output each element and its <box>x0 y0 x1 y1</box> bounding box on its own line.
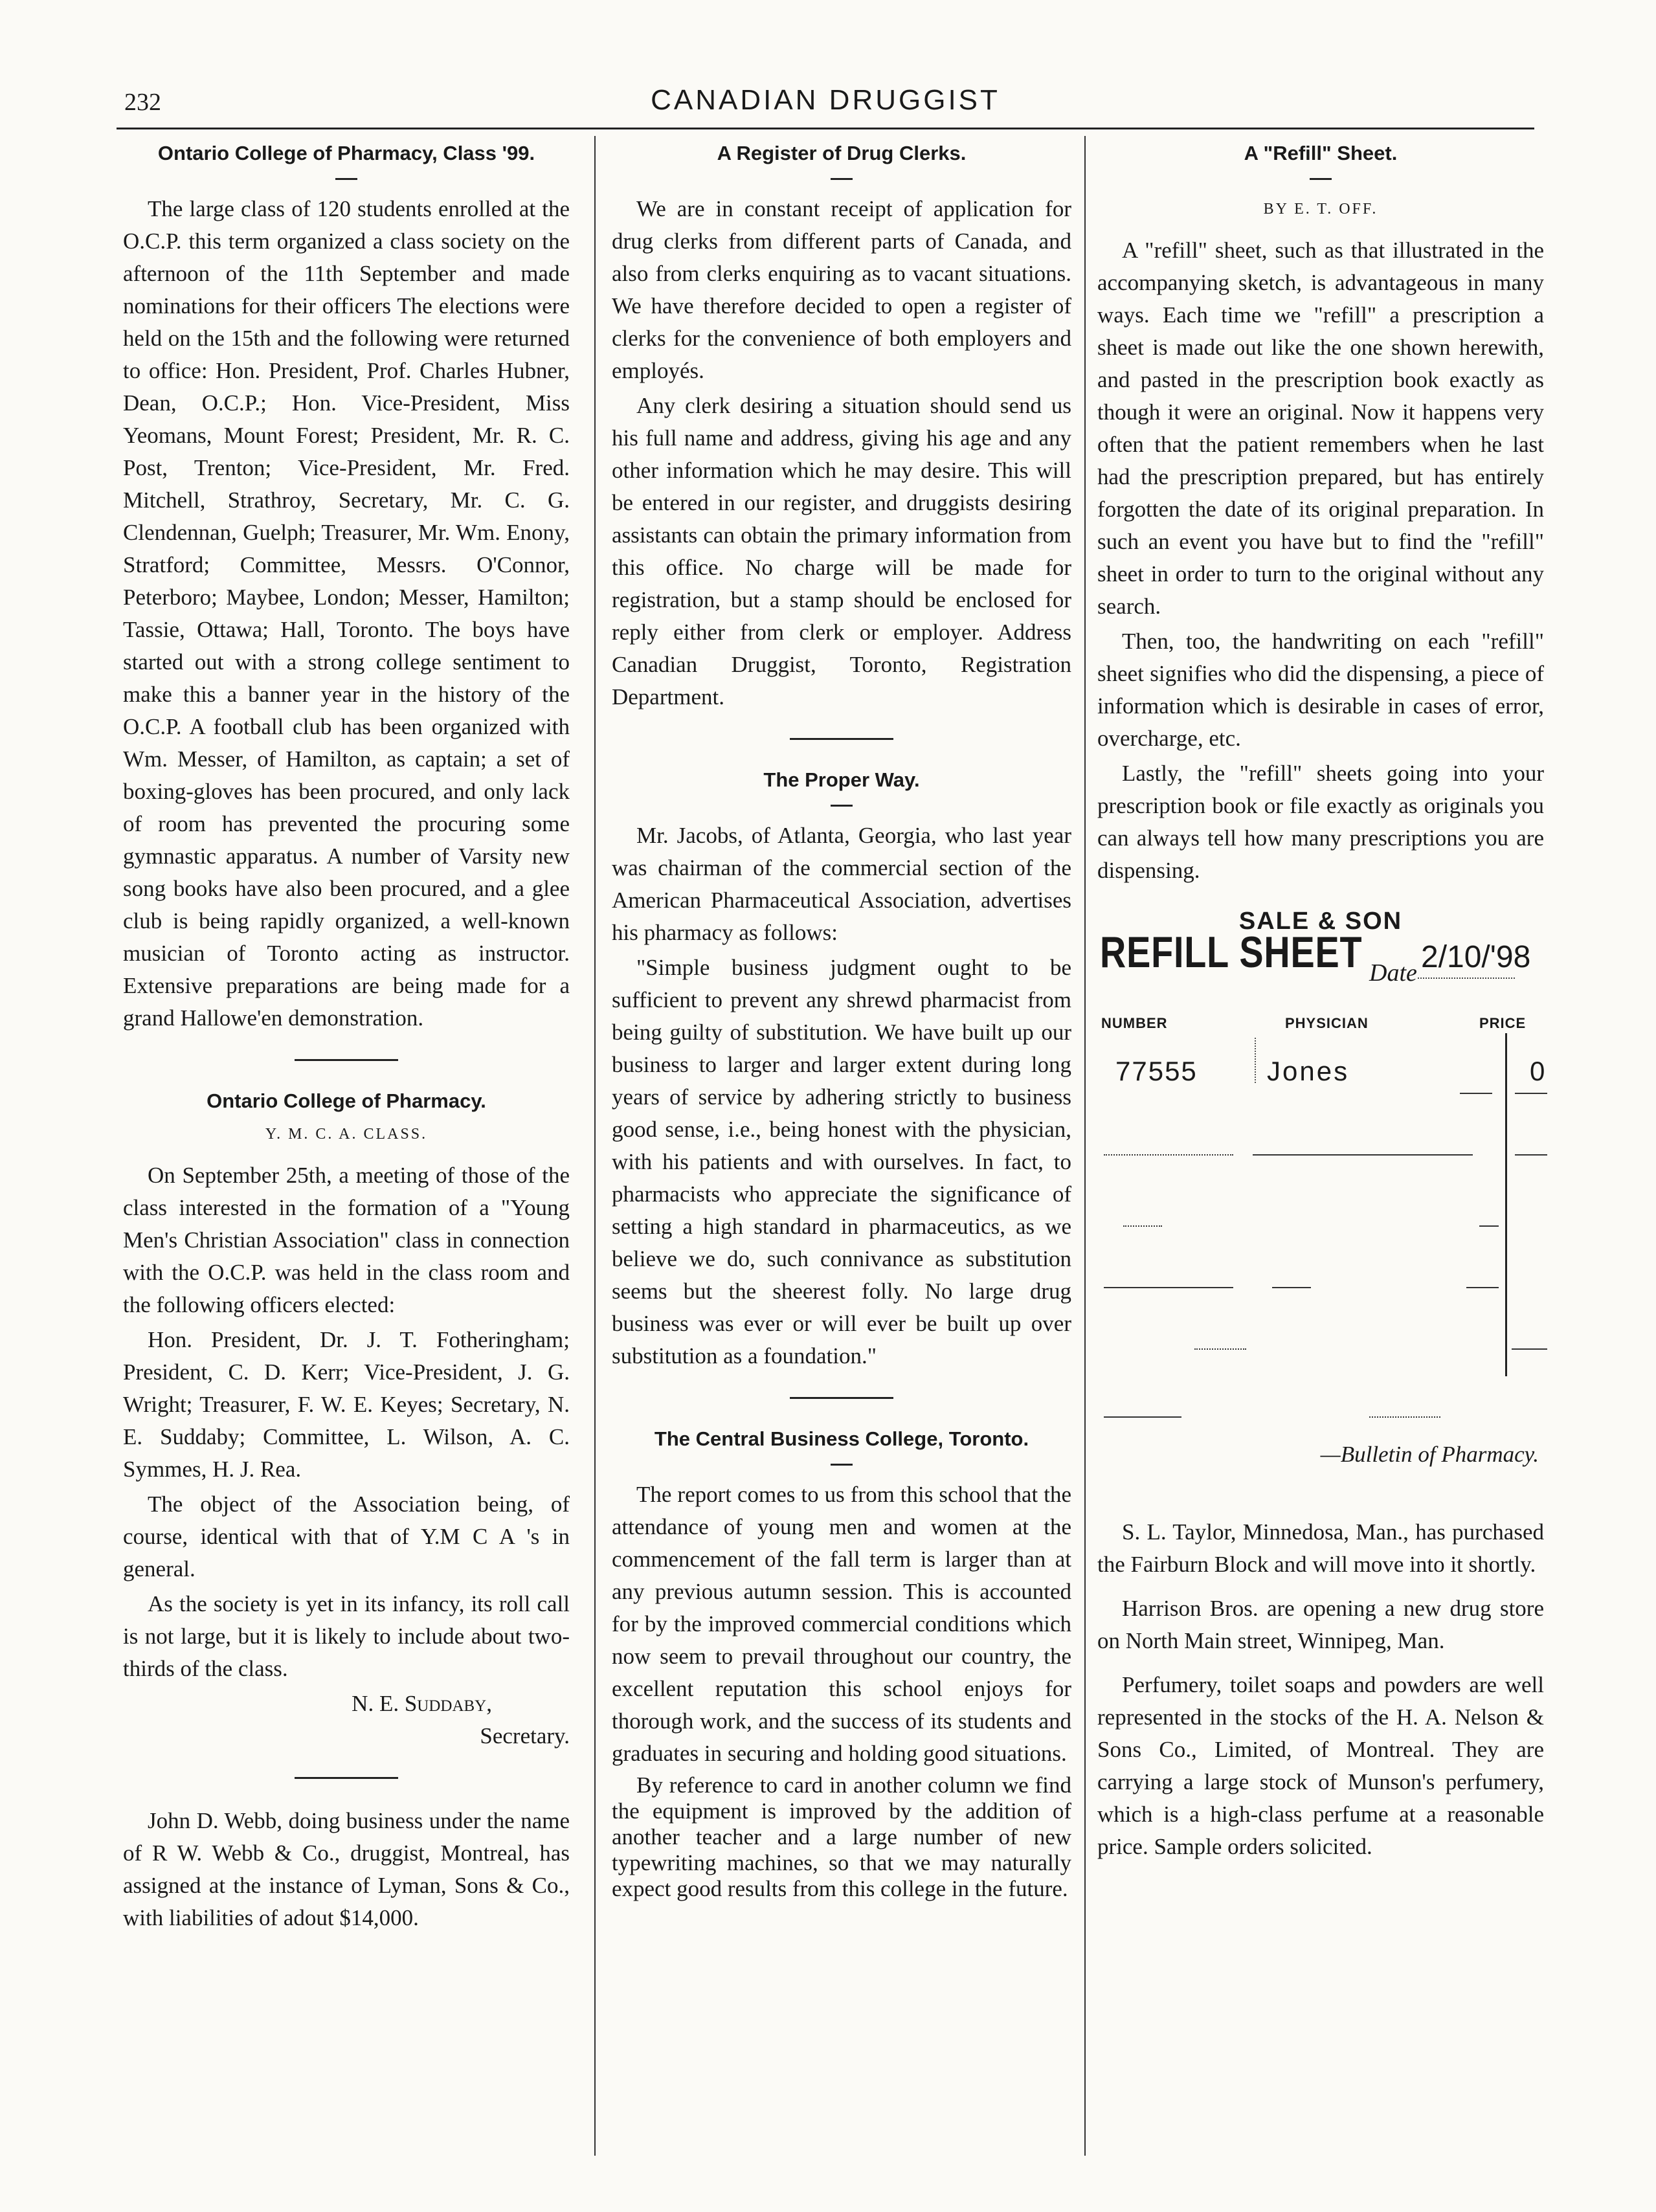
article-title-business-college: The Central Business College, Toronto. <box>654 1427 1029 1450</box>
refill-row-line <box>1104 1287 1233 1288</box>
article-paragraph: We are in constant receipt of application for drug clerks from different parts of Canada, and also from clerks enquiring as to vacant situations. We have therefore decided to open a register of clerks for the convenience of both employers and employés. <box>612 196 1071 383</box>
refill-header-physician: PHYSICIAN <box>1285 1015 1369 1031</box>
refill-date-label: Date <box>1369 959 1417 987</box>
article-paragraph: Then, too, the handwriting on each "refill" sheet signifies who did the dispensing, a piece of information which is desirable in cases of error, overcharge, etc. <box>1097 629 1544 751</box>
title-dash <box>1310 178 1332 180</box>
article-paragraph: "Simple business judgment ought to be sufficient to prevent any shrewd pharmacist from being guilty of substitution. We have built up our business to larger and larger extent during long years of service by adhering strictly to business good sense, i.e., being honest with the physician, with his patients and with ourselves. In fact, to pharmacists who appreciate the significance of setting a high standard in pharmaceutics, as we believe we do, such connivance as substitution seems but the sheerest folly. No large drug business was ever or will ever be built up over substitution as a foundation." <box>612 955 1071 1369</box>
refill-row-line <box>1515 1154 1547 1156</box>
title-dash <box>831 178 853 180</box>
article-paragraph: The report comes to us from this school that the attendance of young men and women at the commencement of the fall term is larger than at any previous autumn session. This is accounted for by the improved commercial conditions which now seem to prevail throughout our country, the excellent reputation this school enjoys for thorough work, and the success of its students and graduates in securing and holding good situations. <box>612 1482 1071 1766</box>
column-divider <box>1084 136 1086 2156</box>
refill-row-line <box>1479 1225 1499 1227</box>
column-1 <box>123 139 570 1937</box>
refill-row-line <box>1272 1287 1311 1288</box>
section-rule <box>790 738 893 740</box>
section-rule <box>790 1397 893 1399</box>
refill-entry-physician: Jones <box>1267 1056 1350 1086</box>
refill-number-divider <box>1255 1038 1256 1083</box>
article-paragraph: Any clerk desiring a situation should send us his full name and address, giving his age and any other information which he may desire. This will be entered in our register, and druggists desiring assistants can obtain the primary information from this office. No charge will be made for registration, but a stamp should be enclosed for reply either from clerk or employer. Address Canadian Druggist, Toronto, Registration Department. <box>612 393 1071 709</box>
refill-entry-number: 77555 <box>1115 1056 1198 1086</box>
title-dash <box>335 178 357 180</box>
news-item: Perfumery, toilet soaps and powders are well represented in the stocks of the H. A. Nelson & Sons Co., Limited, of Montreal. They are carrying a large stock of Munson's perfumery, which is a high-class perfume at a reasonable price. Sample orders solicited. <box>1097 1672 1544 1859</box>
article-paragraph: The object of the Association being, of course, identical with that of Y.M C A 's in general. <box>123 1491 570 1581</box>
refill-row-line <box>1369 1416 1440 1418</box>
article-paragraph: Lastly, the "refill" sheets going into your prescription book or file exactly as originals you can always tell how many prescriptions you are dispensing. <box>1097 761 1544 883</box>
article-body-class-99: The large class of 120 students enrolled at the O.C.P. this term organized a class society on the afternoon of the 11th September and made nominations for their officers The elections were held on the 15th and the following were returned to office: Hon. President, Prof. Charles Hubner, Dean, O.C.P.; Hon. Vice-President, Miss Yeomans, Mount Forest; President, Mr. R. C. Post, Trenton; Vice-President, Mr. Fred. Mitchell, Strathroy, Secretary, Mr. C. G. Clendennan, Guelph; Treasurer, Mr. Wm. Enony, Stratford; Committee, Messrs. O'Connor, Peterboro; Maybee, London; Messer, Hamilton; Tassie, Ottawa; Hall, Toronto. The boys have started out with a strong college sentiment to make this a banner year in the history of the O.C.P. A football club has been organized with Wm. Messer, of Hamilton, as captain; a set of boxing-gloves has been procured, and only lack of room has prevented the procuring some gymnastic apparatus. A number of Varsity new song books have also been procured, and a glee club is being rapidly organized, a well-known musician of Toronto acting as instructor. Extensive preparations are being made for a grand Hallowe'en demonstration. <box>123 196 570 1031</box>
refill-row-line <box>1123 1225 1162 1227</box>
article-paragraph: On September 25th, a meeting of those of the class interested in the formation of a "Young Men's Christian Association" class in connection with the O.C.P. was held in the class room and the following officers elected: <box>123 1163 570 1317</box>
refill-sheet-illustration <box>1097 905 1544 1436</box>
refill-row-line <box>1253 1154 1473 1156</box>
article-paragraph: Mr. Jacobs, of Atlanta, Georgia, who last year was chairman of the commercial section of the American Pharmaceutical Association, advertises his pharmacy as follows: <box>612 823 1071 945</box>
refill-row-line <box>1515 1093 1547 1094</box>
news-item: S. L. Taylor, Minnedosa, Man., has purchased the Fairburn Block and will move into it shortly. <box>1097 1519 1544 1577</box>
page-number: 232 <box>124 89 161 116</box>
column-3 <box>1097 139 1544 1866</box>
refill-header-number: NUMBER <box>1101 1015 1168 1031</box>
refill-price-divider <box>1505 1033 1507 1376</box>
article-title-proper-way: The Proper Way. <box>763 768 920 791</box>
signature <box>123 1688 570 1752</box>
article-title-ocp: Ontario College of Pharmacy. <box>207 1089 486 1112</box>
refill-row-line <box>1466 1287 1499 1288</box>
news-item: Harrison Bros. are opening a new drug store on North Main street, Winnipeg, Man. <box>1097 1596 1544 1653</box>
title-dash <box>831 1464 853 1466</box>
article-title-refill-sheet: A "Refill" Sheet. <box>1244 142 1398 164</box>
refill-row-line <box>1512 1348 1547 1350</box>
signature-name: N. E. Suddaby, <box>352 1691 492 1716</box>
refill-entry-price: 0 <box>1530 1056 1545 1086</box>
article-paragraph: A "refill" sheet, such as that illustrated in the accompanying sketch, is advantageous in many ways. Each time we "refill" a prescription a sheet is made out like the one shown herewith, and pasted in the prescription book exactly as though it were an original. Now it happens very often that the patient remembers when he last had the prescription prepared, but has entirely forgotten the date of its original preparation. In such an event you have but to find the "refill" sheet in order to turn to the original without any search. <box>1097 238 1544 619</box>
section-rule <box>295 1059 398 1061</box>
refill-row-line <box>1104 1416 1181 1418</box>
refill-row-line <box>1194 1348 1246 1350</box>
article-title-register: A Register of Drug Clerks. <box>717 142 967 164</box>
column-divider <box>594 136 596 2156</box>
header-rule <box>117 128 1534 129</box>
refill-row-line <box>1460 1093 1492 1094</box>
refill-sheet-title: REFILL SHEET <box>1100 928 1363 977</box>
refill-date-value: 2/10/'98 <box>1421 940 1531 974</box>
refill-row-line <box>1104 1154 1233 1156</box>
refill-header-price: PRICE <box>1479 1015 1527 1031</box>
article-paragraph: Hon. President, Dr. J. T. Fotheringham; President, C. D. Kerr; Vice-President, J. G. Wright; Treasurer, F. W. E. Keyes; Secretary, N. E. Suddaby; Committee, L. Wilson, A. C. Symmes, H. J. Rea. <box>123 1327 570 1482</box>
article-body-webb: John D. Webb, doing business under the name of R W. Webb & Co., druggist, Montreal, has assigned at the instance of Lyman, Sons & Co., with liabilities of adout $14,000. <box>123 1808 570 1930</box>
title-dash <box>831 805 853 807</box>
article-paragraph: By reference to card in another column we find the equipment is improved by the addition of another teacher and a large number of new typewriting machines, so that we may naturally expect good results from this college in the future. <box>612 1772 1071 1901</box>
refill-date-line <box>1418 978 1515 979</box>
page-header <box>117 83 1534 122</box>
illustration-credit: —Bulletin of Pharmacy. <box>1320 1442 1539 1467</box>
refill-firm-name: SALE & SON <box>1238 908 1403 935</box>
news-items <box>1097 1516 1544 1863</box>
article-byline-ymca: Y. M. C. A. CLASS. <box>265 1126 428 1143</box>
article-paragraph: As the society is yet in its infancy, its roll call is not large, but it is likely to include about two-thirds of the class. <box>123 1591 570 1681</box>
signature-title: Secretary. <box>480 1723 570 1748</box>
column-2 <box>612 139 1071 1905</box>
article-title-class-99: Ontario College of Pharmacy, Class '99. <box>157 142 535 164</box>
section-rule <box>295 1777 398 1779</box>
article-byline: BY E. T. OFF. <box>1263 201 1378 218</box>
running-head: CANADIAN DRUGGIST <box>651 84 1000 116</box>
